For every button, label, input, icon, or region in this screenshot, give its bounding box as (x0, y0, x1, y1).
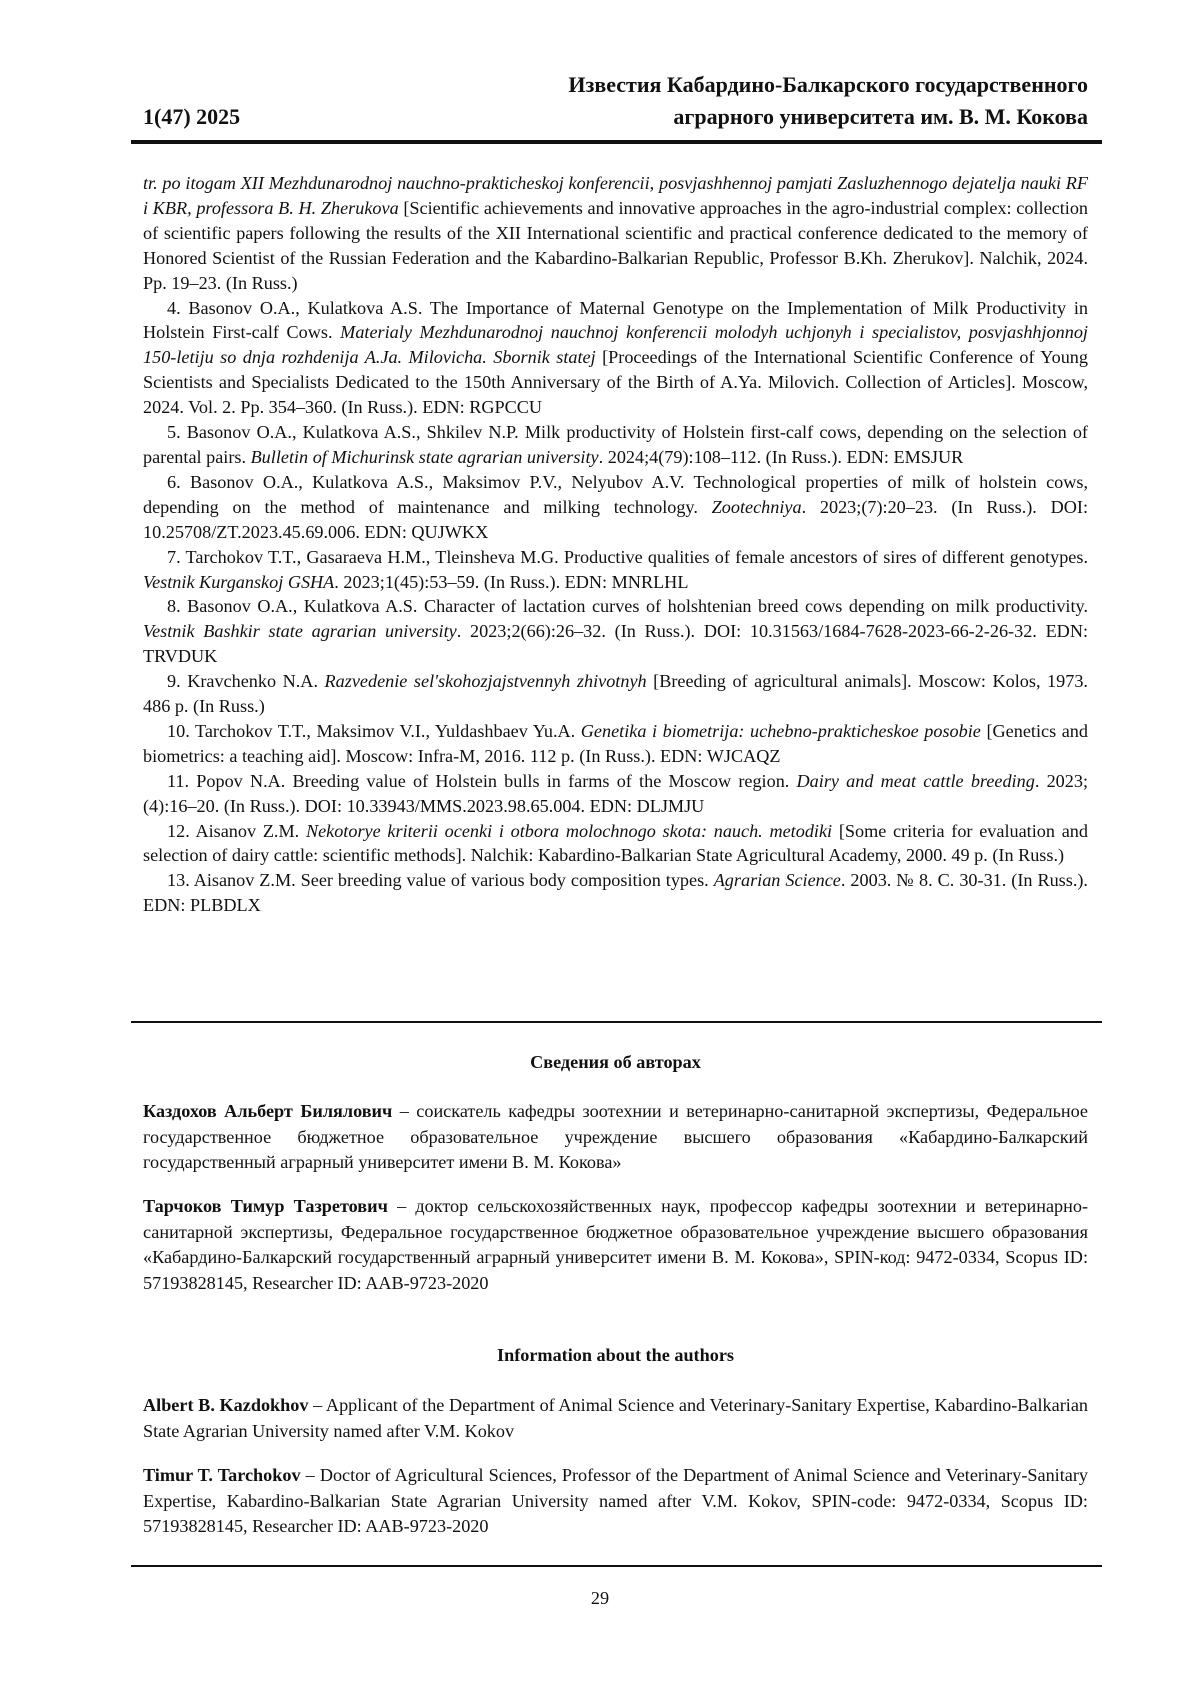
author-info-ru (143, 1194, 1088, 1296)
references-list (143, 171, 1088, 918)
author-description: – соискатель кафедры зоотехнии и ветеринарно-санитарной экспертизы, Федеральное государственное бюджетное образовательное учреждение высшего образования «Кабардино-Балкарский государственный аграрный университет имени В. М. Кокова» (143, 1101, 1088, 1172)
reference-text: 8. Basonov O.A., Kulatkova A.S. Character of lactation curves of holshtenian breed cows depending on milk productivity. (167, 596, 1088, 617)
reference-text: . 2023;1(45):53–59. (In Russ.). EDN: MNRLHL (334, 571, 689, 592)
reference-italic: Nekotorye kriterii ocenki i otbora molochnogo skota: nauch. metodiki (305, 820, 833, 841)
reference-italic: Razvedenie sel'skohozjajstvennyh zhivotnyh (324, 671, 647, 692)
author-description: – доктор сельскохозяйственных наук, профессор кафедры зоотехнии и ветеринарно-санитарной экспертизы, Федеральное государственное бюджетное образовательное учреждение высшего образования «Кабардино-Балкарский государственный аграрный университет имени В. М. Кокова», SPIN-код: 9472-0334, Scopus ID: 57193828145, Researcher ID: AAB-9723-2020 (143, 1196, 1088, 1293)
reference-text: [Scientific achievements and innovative approaches in the agro-industrial complex: collection of scientific papers following the results of the XII International scientific and practical conference dedicated to the memory of Honored Scientist of the Russian Federation and the Kabardino-Balkarian Republic, Professor B.Kh. Zherukov]. Nalchik, 2024. Pp. 19–23. (In Russ.) (143, 197, 1089, 293)
author-info-en (143, 1393, 1088, 1444)
reference-text: [Genetics and biometrics: a teaching aid]. Moscow: Infra-M, 2016. 112 p. (In Russ.). EDN: WJCAQZ (143, 720, 1088, 766)
reference-italic: Materialy Mezhdunarodnoj nauchnoj konferencii molodyh uchjonyh i specialistov, posvjashhjonnoj 150-letiju so dnja rozhdenija A.Ja. Milovicha. Sbornik statej (143, 322, 1088, 368)
reference-italic: Dairy and meat cattle breeding (796, 770, 1035, 791)
reference-italic: Zootechniya (711, 496, 802, 517)
journal-title-line2: аграрного университета им. В. М. Кокова (673, 104, 1088, 129)
reference-text: [Proceedings of the International Scientific Conference of Young Scientists and Specialists Dedicated to the 150th Anniversary of the Birth of A.Ya. Milovich. Collection of Articles]. Moscow, 2024. Vol. 2. Pp. 354–360. (In Russ.). EDN: RGPCCU (143, 347, 1088, 418)
issue-number: 1(47) 2025 (143, 104, 241, 129)
reference-item (143, 545, 1088, 595)
reference-text: [Breeding of agricultural animals]. Moscow: Kolos, 1973. 486 p. (In Russ.) (143, 671, 1088, 717)
page-number: 29 (590, 1588, 610, 1608)
reference-text: 5. Basonov O.A., Kulatkova A.S., Shkilev N.P. Milk productivity of Holstein first-calf cows, depending on the selection of parental pairs. (143, 422, 1088, 467)
reference-text: . 2023;2(66):26–32. (In Russ.). DOI: 10.31563/1684-7628-2023-66-2-26-32. EDN: TRVDUK (143, 621, 1089, 667)
journal-title-line1: Известия Кабардино-Балкарского государственного (568, 72, 1088, 97)
reference-item (143, 420, 1088, 470)
reference-text: . 2024;4(79):108–112. (In Russ.). EDN: EMSJUR (598, 446, 964, 467)
author-name: Timur T. Tarchokov (143, 1465, 301, 1485)
author-name: Albert B. Kazdokhov (143, 1395, 309, 1415)
reference-italic: Vestnik Bashkir state agrarian university (143, 621, 457, 642)
footer-rule (131, 1565, 1102, 1567)
reference-text: 4. Basonov O.A., Kulatkova A.S. The Importance of Maternal Genotype on the Implementation of Milk Productivity in Holstein First-calf Cows. (143, 297, 1088, 343)
author-name: Тарчоков Тимур Тазретович (143, 1196, 388, 1216)
reference-item (143, 719, 1088, 769)
reference-item (143, 669, 1088, 719)
reference-text: 12. Aisanov Z.M. (167, 820, 306, 841)
reference-italic: Bulletin of Michurinsk state agrarian university (250, 446, 599, 467)
reference-text: [Some criteria for evaluation and selection of dairy cattle: scientific methods]. Nalchik: Kabardino-Balkarian State Agricultural Academy, 2000. 49 p. (In Russ.) (143, 820, 1088, 866)
authors-en-title: Information about the authors (497, 1345, 734, 1365)
reference-text: 13. Aisanov Z.M. Seer breeding value of various body composition types. (167, 870, 714, 891)
reference-text: 11. Popov N.A. Breeding value of Holstein bulls in farms of the Moscow region. (167, 770, 797, 791)
reference-text: 7. Tarchokov T.T., Gasaraeva H.M., Tleinsheva M.G. Productive qualities of female ancestors of sires of different genotypes. (167, 546, 1088, 567)
reference-item (143, 171, 1088, 296)
reference-italic: Vestnik Kurganskoj GSHA (143, 571, 335, 592)
reference-item (143, 594, 1088, 669)
reference-italic: Agrarian Science (713, 870, 841, 891)
reference-text: . 2003. № 8. C. 30-31. (In Russ.). EDN: PLBDLX (143, 870, 1088, 916)
reference-text: . 2023;(4):16–20. (In Russ.). DOI: 10.33943/MMS.2023.98.65.004. EDN: DLJMJU (143, 770, 1088, 816)
reference-text: 10. Tarchokov T.T., Maksimov V.I., Yuldashbaev Yu.A. (167, 720, 581, 741)
authors-ru-title: Сведения об авторах (530, 1052, 701, 1072)
reference-item (143, 868, 1088, 918)
author-description: – Doctor of Agricultural Sciences, Professor of the Department of Animal Science and Veterinary-Sanitary Expertise, Kabardino-Balkarian State Agrarian University named after V.M. Kokov, SPIN-code: 9472-0334, Scopus ID: 57193828145, Researcher ID: AAB-9723-2020 (143, 1465, 1088, 1536)
reference-item (143, 769, 1088, 819)
reference-item (143, 470, 1088, 545)
reference-italic: Genetika i biometrija: uchebno-prakticheskoe posobie (580, 720, 981, 741)
author-info-en (143, 1463, 1088, 1540)
reference-item (143, 819, 1088, 869)
header-rule (131, 140, 1102, 144)
reference-text: 6. Basonov O.A., Kulatkova A.S., Maksimov P.V., Nelyubov A.V. Technological properties of milk of holstein cows, depending on the method of maintenance and milking technology. (143, 471, 1088, 517)
reference-text: . 2023;(7):20–23. (In Russ.). DOI: 10.25708/ZT.2023.45.69.006. EDN: QUJWKX (143, 496, 1088, 542)
author-description: – Applicant of the Department of Animal Science and Veterinary-Sanitary Expertise, Kabardino-Balkarian State Agrarian University named after V.M. Kokov (143, 1395, 1088, 1441)
author-info-ru (143, 1099, 1088, 1176)
author-name: Каздохов Альберт Билялович (143, 1101, 393, 1121)
reference-item (143, 296, 1088, 421)
section-divider (131, 1021, 1102, 1023)
reference-italic: tr. po itogam XII Mezhdunarodnoj nauchno-prakticheskoj konferencii, posvjashhennoj pamjati Zasluzhennogo dejatelja nauki RF i KBR, professora B. H. Zherukova (143, 173, 1088, 218)
reference-text: 9. Kravchenko N.A. (167, 671, 325, 692)
